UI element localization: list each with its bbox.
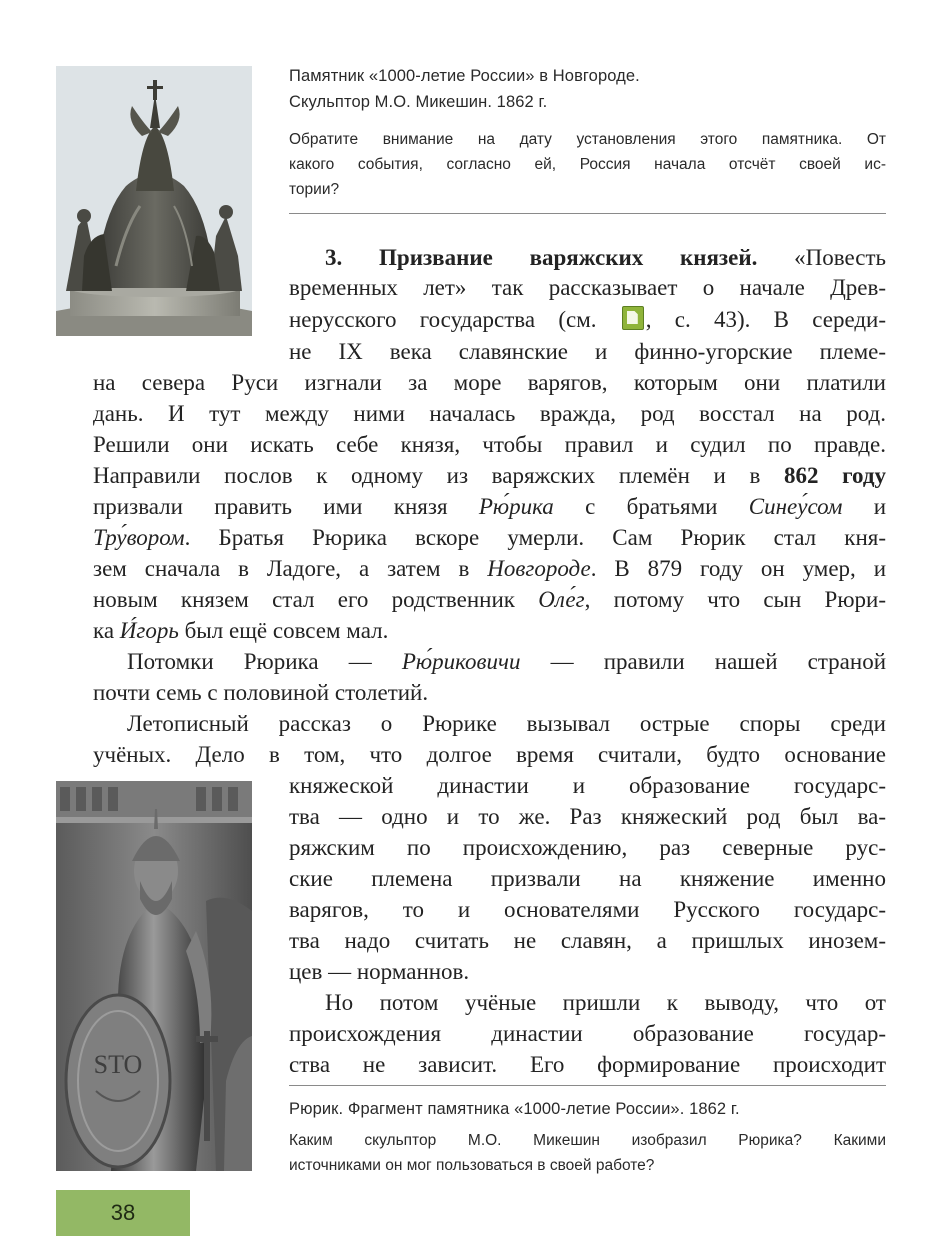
- monument-caption-title-1: Памятник «1000-летие России» в Новгороде.: [289, 67, 640, 85]
- body-line: Летописный рассказ о Рюрике вызывал острые споры среди: [127, 711, 886, 736]
- body-line: тва надо считать не славян, а пришлых инозем-: [289, 928, 886, 953]
- body-line: Потомки Рюрика — Рю́риковичи — правили нашей страной: [127, 649, 887, 674]
- body-line: не IX века славянские и финно-угорские племе-: [289, 339, 886, 364]
- body-line: призвали править ими князя Рю́рика с братьями Синеу́сом и: [93, 494, 887, 519]
- body-line: нерусского государства (см. , с. 43). В середи-: [289, 307, 887, 332]
- body-line: Но потом учёные пришли к выводу, что от: [325, 990, 886, 1015]
- document-reference-icon[interactable]: [622, 306, 644, 330]
- body-line: Тру́вором. Братья Рюрика вскоре умерли. Сам Рюрик стал кня-: [93, 525, 886, 550]
- body-line: варягов, то и основателями Русского государс-: [289, 897, 886, 922]
- body-line: цев — норманнов.: [289, 959, 470, 984]
- page-number: 38: [110, 1200, 136, 1225]
- monument-question-2: какого события, согласно ей, Россия начала отсчёт своей ис-: [289, 156, 886, 173]
- section-title: 3. Призвание варяжских князей.: [325, 245, 758, 270]
- body-line: ряжским по происхождению, раз северные рус-: [289, 835, 886, 860]
- body-line: новым князем стал его родственник Оле́г, потому что сын Рюри-: [93, 587, 887, 612]
- section-heading-line: 3. Призвание варяжских князей. «Повесть: [325, 245, 887, 270]
- caption-divider-bottom: [289, 1085, 886, 1086]
- monument-question-3: тории?: [289, 181, 340, 198]
- rurik-photo: [56, 781, 252, 1171]
- body-line: Решили они искать себе князя, чтобы правил и судил по правде.: [93, 432, 886, 457]
- body-line: учёных. Дело в том, что долгое время считали, будто основание: [93, 742, 886, 767]
- monument-question-1: Обратите внимание на дату установления этого памятника. От: [289, 131, 886, 148]
- rurik-caption-title: Рюрик. Фрагмент памятника «1000-летие России». 1862 г.: [289, 1100, 740, 1118]
- shield-inscription: STO: [93, 1050, 143, 1079]
- body-line: ские племена призвали на княжение именно: [289, 866, 886, 891]
- monument-caption-title-2: Скульптор М.О. Микешин. 1862 г.: [289, 93, 548, 111]
- body-line: ка И́горь был ещё совсем мал.: [93, 618, 389, 643]
- body-line: княжеской династии и образование государс-: [289, 773, 886, 798]
- body-line: зем сначала в Ладоге, а затем в Новгороде. В 879 году он умер, и: [93, 556, 887, 581]
- body-line: дань. И тут между ними началась вражда, род восстал на род.: [93, 401, 886, 426]
- body-line: почти семь с половиной столетий.: [93, 680, 429, 705]
- rurik-question-2: источниками он мог пользоваться в своей работе?: [289, 1157, 655, 1174]
- body-line: ства не зависит. Его формирование происходит: [289, 1052, 886, 1077]
- monument-photo: [56, 66, 252, 336]
- body-line: Направили послов к одному из варяжских племён и в 862 году: [93, 463, 887, 488]
- body-line: на севера Руси изгнали за море варягов, которым они платили: [93, 370, 886, 395]
- rurik-question-1: Каким скульптор М.О. Микешин изобразил Рюрика? Какими: [289, 1132, 886, 1149]
- caption-divider-top: [289, 213, 886, 214]
- body-line: тва — одно и то же. Раз княжеский род был ва-: [289, 804, 886, 829]
- body-line: временных лет» так рассказывает о начале Древ-: [289, 275, 886, 300]
- body-line: происхождения династии образование государ-: [289, 1021, 886, 1046]
